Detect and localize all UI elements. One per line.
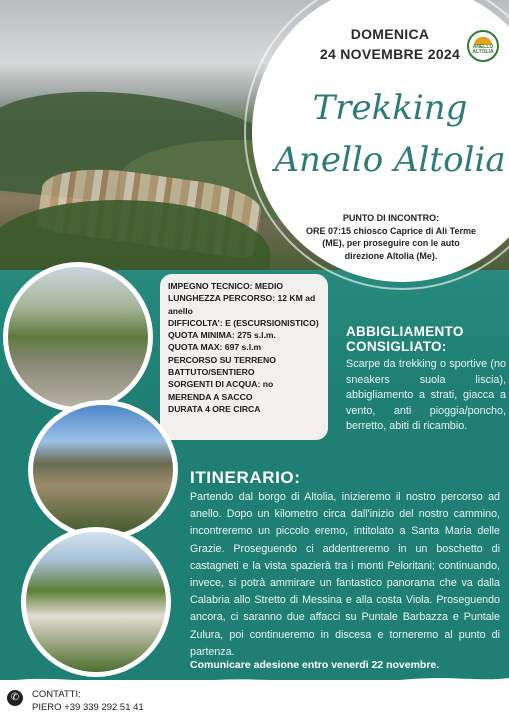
logo-text: ANELLO ALTOLIA (472, 44, 494, 55)
technical-info-box (160, 274, 328, 440)
panorama-photo (21, 527, 171, 677)
event-date: 24 NOVEMBRE 2024 (319, 46, 461, 62)
info-line: SORGENTI DI ACQUA: no (168, 379, 274, 390)
info-line: MERENDA A SACCO (168, 391, 253, 402)
title-line-2: Anello Altolia (274, 140, 506, 180)
meeting-label: PUNTO DI INCONTRO: (342, 213, 440, 223)
clothing-heading: ABBIGLIAMENTO CONSIGLIATO: (346, 324, 464, 354)
title-line-1: Trekking (312, 88, 468, 128)
itinerary-heading: ITINERARIO: (190, 468, 301, 487)
event-day: DOMENICA (350, 26, 430, 42)
contacts-phone[interactable]: PIERO +39 339 292 51 41 (32, 702, 144, 713)
info-line: DIFFICOLTA': E (ESCURSIONISTICO) (168, 317, 319, 328)
info-line: DURATA 4 ORE CIRCA (168, 403, 261, 414)
trail-photo (3, 262, 153, 412)
club-logo-icon (467, 30, 499, 62)
clothing-text: Scarpe da trekking o sportive (no sneakers suola liscia), abbigliamento a strati, giacca a vento, anti pioggia/poncho, berretto, abiti di ricambio. (346, 358, 506, 432)
info-line: PERCORSO SU TERRENO BATTUTO/SENTIERO (168, 354, 276, 378)
meeting-point (302, 212, 480, 262)
itinerary-text: Partendo dal borgo di Altolia, inizieremo il nostro percorso ad anello. Dopo un kilometro circa dall'inizio del nostro cammino, incontreremo un piccolo eremo, intitolato a Santa Maria delle Grazie. Proseguendo ci addentreremo in un boschetto di castagneti e la vista spazierà tra i monti Peloritani; continuando, invece, si potrà ammirare un fantastico panorama che va dalla Calabria allo Stretto di Messina e alla costa Viola. Proseguendo ancora, ci saranno due affacci su Puntale Barbazza e Puntale Zulura, poi continueremo in discesa e torneremo al punto di partenza. (190, 491, 500, 658)
signup-deadline: Comunicare adesione entro venerdì 22 novembre. (190, 659, 440, 671)
phone-icon: ✆ (7, 690, 23, 706)
info-line: LUNGHEZZA PERCORSO: 12 KM ad anello (168, 293, 316, 316)
meeting-text: ORE 07:15 chiosco Caprice di Alì Terme (ME), per proseguire con le auto direzione Altolia (Me). (305, 225, 477, 261)
footer (0, 680, 509, 720)
hermitage-photo (28, 400, 178, 540)
contacts-label: CONTATTI: (32, 689, 81, 700)
info-line: QUOTA MINIMA: 275 s.l.m. (168, 330, 276, 341)
info-line: QUOTA MAX: 697 s.l.m (168, 342, 262, 353)
info-line: IMPEGNO TECNICO: MEDIO (168, 281, 284, 291)
